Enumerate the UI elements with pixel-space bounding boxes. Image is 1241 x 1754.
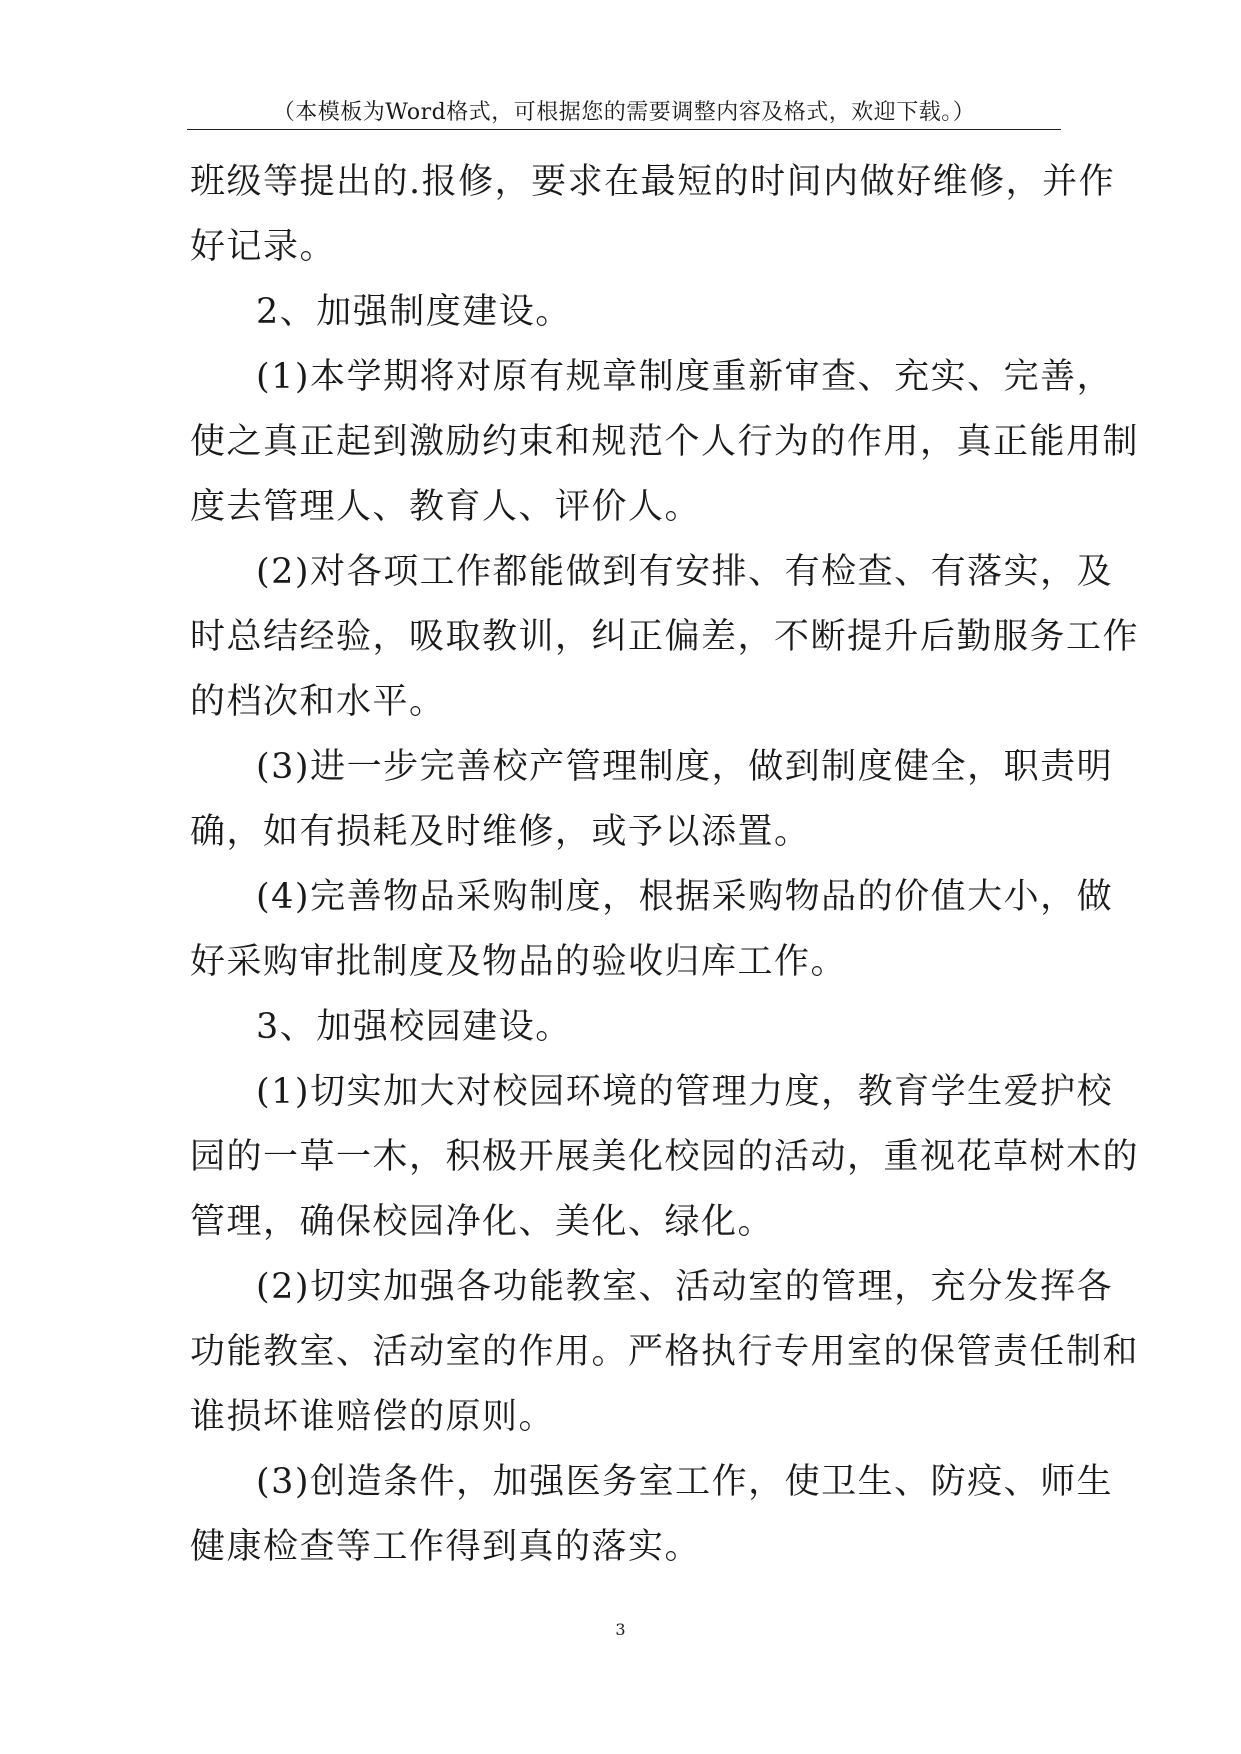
header-rule — [187, 129, 1061, 130]
text-line: 好采购审批制度及物品的验收归库工作。 — [190, 942, 848, 982]
text-line: 使之真正起到激励约束和规范个人行为的作用，真正能用制 — [190, 422, 1140, 462]
section-heading: 2、加强制度建设。 — [256, 292, 572, 332]
text-line: 健康检查等工作得到真的落实。 — [190, 1527, 702, 1567]
text-line: (4)完善物品采购制度，根据采购物品的价值大小，做 — [256, 877, 1114, 917]
text-line: 管理，确保校园净化、美化、绿化。 — [190, 1202, 775, 1242]
text-line: (2)切实加强各功能教室、活动室的管理，充分发挥各 — [256, 1267, 1114, 1307]
text-line: (1)本学期将对原有规章制度重新审查、充实、完善， — [256, 357, 1114, 397]
text-line: 时总结经验，吸取教训，纠正偏差，不断提升后勤服务工作 — [190, 617, 1140, 657]
text-line: 谁损坏谁赔偿的原则。 — [190, 1397, 556, 1437]
text-line: (3)创造条件，加强医务室工作，使卫生、防疫、师生 — [256, 1462, 1114, 1502]
section-heading: 3、加强校园建设。 — [256, 1007, 572, 1047]
page-number: 3 — [615, 1620, 626, 1639]
text-line: 确，如有损耗及时维修，或予以添置。 — [190, 812, 811, 852]
text-line: 的档次和水平。 — [190, 682, 446, 722]
text-line: (1)切实加大对校园环境的管理力度，教育学生爱护校 — [256, 1072, 1114, 1112]
text-line: (3)进一步完善校产管理制度，做到制度健全，职责明 — [256, 747, 1114, 787]
page-header: （本模板为Word格式，可根据您的需要调整内容及格式，欢迎下载。） — [272, 100, 976, 125]
text-line: 班级等提出的.报修，要求在最短的时间内做好维修，并作 — [190, 162, 1116, 202]
text-line: 功能教室、活动室的作用。严格执行专用室的保管责任制和 — [190, 1332, 1140, 1372]
text-line: 好记录。 — [190, 227, 337, 267]
document-body — [190, 150, 1140, 1580]
text-line: (2)对各项工作都能做到有安排、有检查、有落实，及 — [256, 552, 1114, 592]
text-line: 园的一草一木，积极开展美化校园的活动，重视花草树木的 — [190, 1137, 1140, 1177]
text-line: 度去管理人、教育人、评价人。 — [190, 487, 702, 527]
